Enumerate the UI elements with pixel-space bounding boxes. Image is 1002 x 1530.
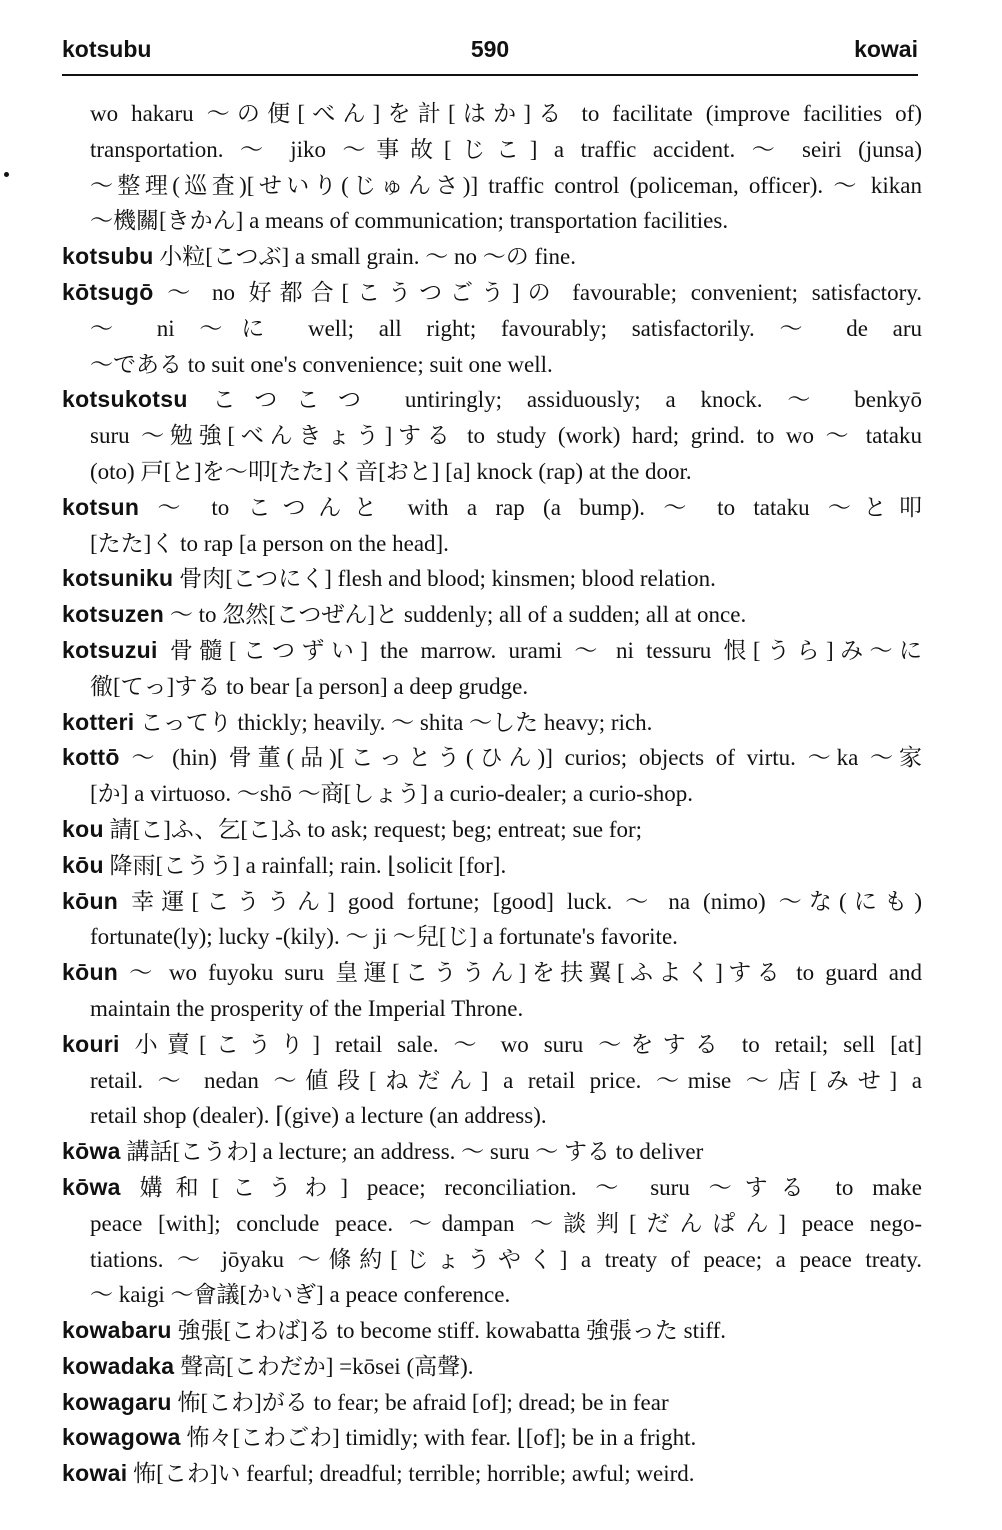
entry-text: wo hakaru ～の便[べん]を計[はか]る to facilitate (improve facilities of) — [90, 101, 922, 126]
dictionary-entry — [62, 812, 922, 848]
entry-line — [62, 168, 922, 204]
dictionary-entry — [62, 633, 922, 705]
entry-text: こつこつ untiringly; assiduously; a knock. ～ benkyō — [212, 387, 922, 413]
entry-headword: kowabaru — [62, 1317, 172, 1344]
entry-line — [62, 490, 922, 526]
margin-mark — [4, 172, 9, 177]
entry-line — [62, 382, 922, 418]
entry-text: transportation. ～ jiko ～事故[じこ] a traffic accident. ～ seiri (junsa) — [90, 136, 922, 162]
dictionary-entry — [62, 239, 922, 275]
entry-headword: kotteri — [62, 708, 135, 735]
entry-headword: kowagowa — [62, 1424, 181, 1451]
entry-text: ～である to suit one's convenience; suit one well. — [90, 351, 553, 377]
entry-text: retail. ～ nedan ～値段[ねだん] a retail price. ～mise ～店[みせ] a — [90, 1067, 922, 1093]
dictionary-entry — [62, 96, 922, 239]
entry-line — [62, 884, 922, 920]
entry-text: 強張[こわば]る to become stiff. kowabatta 強張った stiff. — [177, 1318, 727, 1344]
entry-line — [62, 203, 922, 239]
dictionary-entry — [62, 848, 922, 884]
entry-text: ～ to 忽然[こつぜん]と suddenly; all of a sudden; all at once. — [169, 602, 747, 628]
entry-headword: kowadaka — [62, 1352, 175, 1379]
entry-headword: kowagaru — [62, 1388, 172, 1415]
entry-text: 怖[こわ]がる to fear; be afraid [of]; dread; be in fear — [177, 1389, 669, 1415]
entry-text: 講話[こうわ] a lecture; an address. ～ suru ～ する to deliver — [126, 1139, 704, 1165]
entry-text: 媾和[こうわ] peace; reconciliation. ～ suru ～する to make — [139, 1174, 922, 1200]
entry-line — [62, 1206, 922, 1242]
dictionary-entry — [62, 490, 922, 562]
entry-line — [62, 1420, 922, 1456]
dictionary-entry — [62, 740, 922, 812]
entry-line — [62, 812, 922, 848]
entry-line — [62, 275, 922, 311]
entry-text: ～機關[きかん] a means of communication; transportation facilities. — [90, 208, 729, 234]
entry-line — [62, 1385, 922, 1421]
entry-text: 幸運[こううん] good fortune; [good] luck. ～ na (nimo) ～な(にも) — [131, 888, 922, 914]
dictionary-entry — [62, 382, 922, 489]
dictionary-entry — [62, 955, 922, 1027]
entry-text: (oto) 戸[と]を～叩[たた]く音[おと] [a] knock (rap) at the door. — [90, 458, 692, 484]
guide-word-first: kotsubu — [62, 36, 152, 62]
entry-line — [62, 1170, 922, 1206]
entry-headword: kowai — [62, 1460, 128, 1487]
entry-text: ～ to こつんと with a rap (a bump). ～ to tataku ～と叩 — [157, 494, 922, 520]
entry-text: 降雨[こうう] a rainfall; rain. ⌊solicit [for]. — [109, 852, 507, 878]
dictionary-entry — [62, 1170, 922, 1313]
entry-text: ～ no 好都合[こうつごう]の favourable; convenient; satisfactory. — [167, 279, 922, 305]
entry-line — [62, 96, 922, 132]
entry-line — [62, 239, 922, 275]
entry-line — [62, 1456, 922, 1492]
dictionary-entry — [62, 561, 922, 597]
entry-text: 骨肉[こつにく] flesh and blood; kinsmen; blood relation. — [179, 566, 716, 592]
entry-text: [か] a virtuoso. ～shō ～商[しょう] a curio-dealer; a curio-shop. — [90, 781, 693, 807]
entry-headword: kōun — [62, 959, 119, 986]
entry-text: 小賣[こうり] retail sale. ～ wo suru ～をする to retail; sell [at] — [134, 1031, 922, 1057]
entry-line — [62, 454, 922, 490]
dictionary-entry — [62, 1134, 922, 1170]
entry-text: suru ～勉強[べんきょう]する to study (work) hard; grind. to wo ～ tataku — [90, 423, 922, 449]
entry-line — [62, 1349, 922, 1385]
entry-line — [62, 561, 922, 597]
dictionary-entry — [62, 1385, 922, 1421]
entry-text: 怖[こわ]い fearful; dreadful; terrible; horrible; awful; weird. — [133, 1461, 695, 1487]
dictionary-entry — [62, 597, 922, 633]
entry-headword: kotsuzui — [62, 636, 158, 663]
entry-line — [62, 1242, 922, 1278]
entry-headword: kotsubu — [62, 243, 154, 270]
entry-line — [62, 776, 922, 812]
entry-headword: kōwa — [62, 1138, 121, 1165]
entry-headword: kōu — [62, 851, 104, 878]
entry-headword: kotsuzen — [62, 601, 165, 628]
entry-line — [62, 705, 922, 741]
entry-headword: kou — [62, 815, 104, 842]
dictionary-entry — [62, 884, 922, 956]
entry-line — [62, 597, 922, 633]
entry-text: ～ (hin) 骨董(品)[こっとう(ひん)] curios; objects of virtu. ～ka ～家 — [131, 745, 922, 771]
entry-text: ～ ni ～に well; all right; favourably; satisfactorily. ～ de aru — [90, 315, 922, 341]
guide-word-last: kowai — [854, 36, 918, 62]
dictionary-entry — [62, 1027, 922, 1134]
entry-text: peace [with]; conclude peace. ～dampan ～談判[だんぱん] peace nego- — [90, 1210, 922, 1236]
entry-line — [62, 740, 922, 776]
entry-text: 小粒[こつぶ] a small grain. ～ no ～の fine. — [159, 244, 576, 270]
entry-text: fortunate(ly); lucky -(kily). ～ ji ～兒[じ] a fortunate's favorite. — [90, 924, 678, 950]
entry-line — [62, 311, 922, 347]
entry-line — [62, 991, 922, 1027]
entry-text: retail shop (dealer). ⌈(give) a lecture (an address). — [90, 1103, 547, 1129]
dictionary-entry — [62, 1420, 922, 1456]
entry-text: 請[こ]ふ、乞[こ]ふ to ask; request; beg; entreat; sue for; — [109, 816, 643, 842]
entry-line — [62, 418, 922, 454]
entry-text: 徹[てっ]する to bear [a person] a deep grudge. — [90, 673, 529, 699]
entry-text: 骨髓[こつずい] the marrow. urami ～ ni tessuru 恨[うら]み～に — [169, 637, 922, 663]
dictionary-entry — [62, 275, 922, 382]
dictionary-entry — [62, 1456, 922, 1492]
dictionary-entry — [62, 1349, 922, 1385]
entry-headword: kōun — [62, 887, 119, 914]
entry-text: ～ kaigi ～會議[かいぎ] a peace conference. — [90, 1282, 511, 1308]
entry-text: tiations. ～ jōyaku ～條約[じょうやく] a treaty of peace; a peace treaty. — [90, 1246, 922, 1272]
entry-headword: kōtsugō — [62, 278, 154, 305]
entry-line — [62, 1134, 922, 1170]
entry-line — [62, 633, 922, 669]
entry-text: maintain the prosperity of the Imperial Throne. — [90, 995, 524, 1021]
entry-line — [62, 526, 922, 562]
entry-line — [62, 955, 922, 991]
entry-line — [62, 1027, 922, 1063]
dictionary-body — [62, 96, 922, 1492]
dictionary-entry — [62, 1313, 922, 1349]
entry-headword: kotsun — [62, 493, 140, 520]
dictionary-entry — [62, 705, 922, 741]
entry-line — [62, 1313, 922, 1349]
entry-line — [62, 132, 922, 168]
entry-text: 怖々[こわごわ] timidly; with fear. ⌊[of]; be in a fright. — [186, 1425, 697, 1451]
entry-line — [62, 848, 922, 884]
entry-headword: kotsuniku — [62, 565, 174, 592]
entry-text: ～整理(巡査)[せいり(じゅんさ)] traffic control (policeman, officer). ～ kikan — [90, 172, 922, 198]
entry-headword: kouri — [62, 1030, 120, 1057]
entry-line — [62, 1277, 922, 1313]
entry-text: 聲高[こわだか] =kōsei (高聲). — [180, 1353, 474, 1379]
entry-headword: kottō — [62, 744, 120, 771]
entry-line — [62, 669, 922, 705]
entry-headword: kotsukotsu — [62, 386, 188, 413]
entry-headword: kōwa — [62, 1173, 121, 1200]
entry-line — [62, 1063, 922, 1099]
entry-text: [たた]く to rap [a person on the head]. — [90, 530, 449, 556]
running-header — [62, 34, 918, 76]
page-number: 590 — [470, 36, 510, 62]
entry-text: こってり thickly; heavily. ～ shita ～した heavy; rich. — [140, 709, 653, 735]
entry-text: ～ wo fuyoku suru 皇運[こううん]を扶翼[ふよく]する to guard and — [129, 960, 922, 986]
entry-line — [62, 347, 922, 383]
entry-line — [62, 919, 922, 955]
entry-line — [62, 1098, 922, 1134]
